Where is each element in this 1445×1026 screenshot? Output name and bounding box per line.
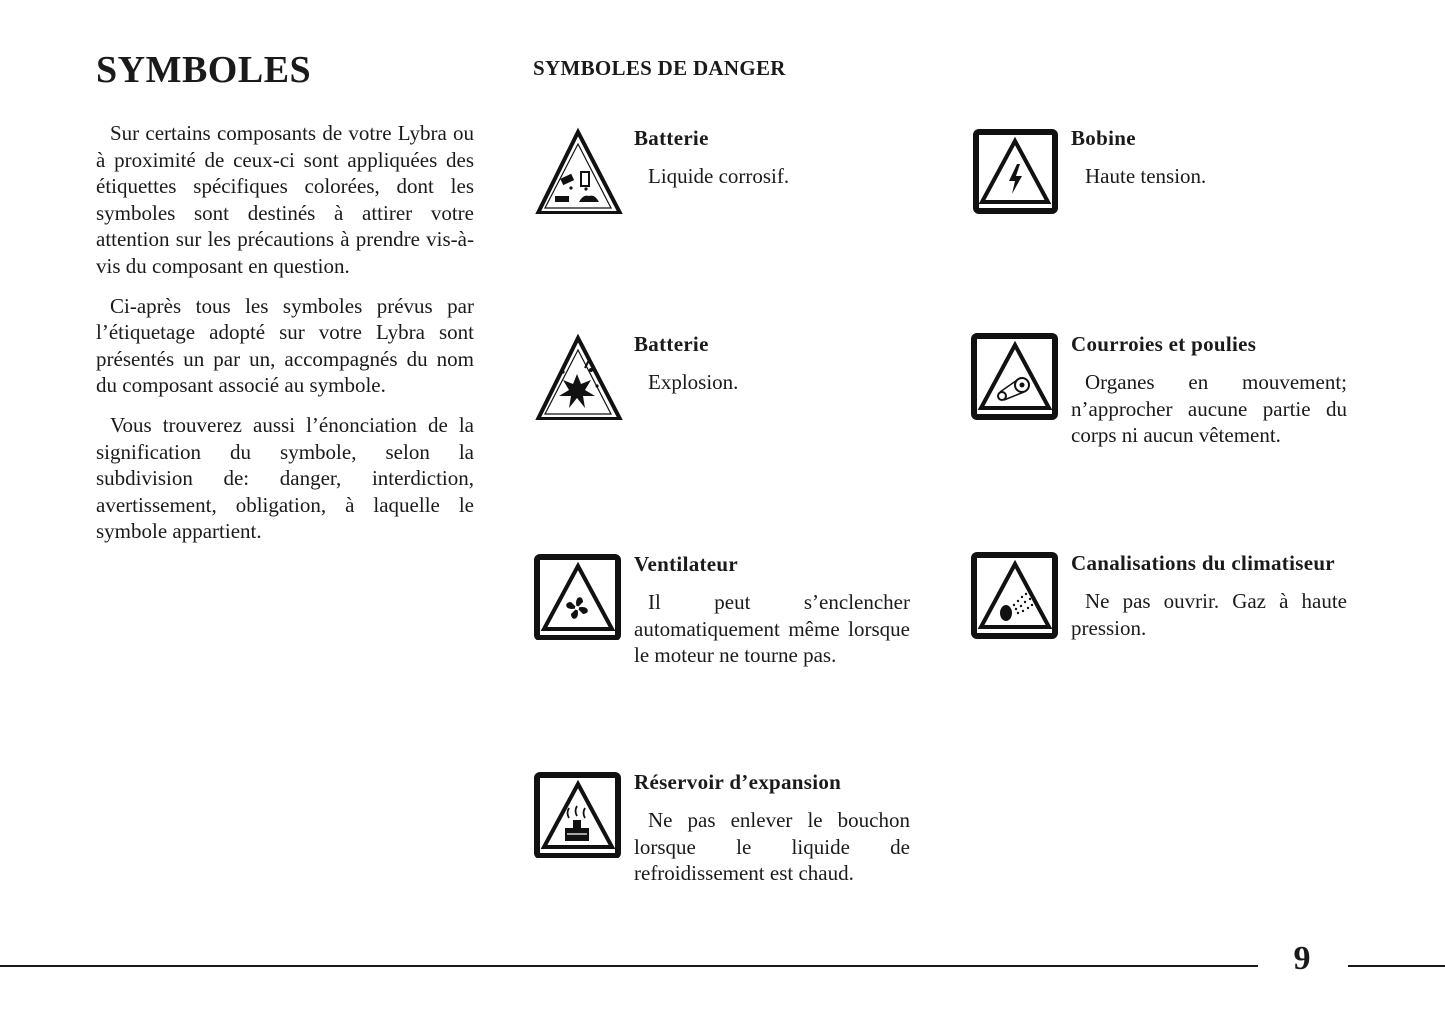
page-number: 9 [1293, 940, 1311, 977]
symbol-description: Ne pas ouvrir. Gaz à haute pression. [1071, 589, 1347, 640]
symbol-description: Ne pas enlever le bouchon lorsque le liquide de refroidissement est chaud. [634, 808, 910, 886]
symbol-description: Haute tension. [1085, 164, 1207, 188]
expansion-tank-warning-icon [533, 768, 623, 858]
symbol-description: Explosion. [648, 370, 739, 394]
footer-rule-right [1348, 965, 1445, 967]
ac-pipes-warning-icon [970, 549, 1060, 639]
intro-paragraph: Ci-après tous les symboles prévus par l’étiquetage adopté sur votre Lybra sont présentés un par un, accompagnés du nom du composant associé au symbole. [96, 293, 474, 398]
section-title: SYMBOLES DE DANGER [533, 56, 786, 80]
page-title: SYMBOLES [96, 49, 312, 91]
symbol-name: Batterie [634, 126, 709, 150]
intro-text [96, 120, 474, 558]
symbol-name: Batterie [634, 332, 709, 356]
symbol-name: Courroies et poulies [1071, 332, 1257, 356]
fan-warning-icon [533, 550, 623, 640]
intro-paragraph: Sur certains composants de votre Lybra ou à proximité de ceux-ci sont appliquées des étiquettes spécifiques colorées, dont les symboles sont destinés à attirer votre attention sur les précautions à prendre vis-à-vis du composant en question. [96, 121, 474, 278]
symbol-name: Réservoir d’expansion [634, 770, 842, 794]
symbol-name: Ventilateur [634, 552, 739, 576]
symbol-description: Liquide corrosif. [648, 164, 790, 188]
footer-rule-left [0, 965, 1258, 967]
corrosive-liquid-warning-icon [533, 124, 623, 214]
belts-pulleys-warning-icon [970, 330, 1060, 420]
symbol-name: Bobine [1071, 126, 1136, 150]
symbol-description: Organes en mouvement; n’approcher aucune partie du corps ni aucun vêtement. [1071, 370, 1347, 448]
intro-paragraph: Vous trouverez aussi l’énonciation de la signification du symbole, selon la subdivision de: danger, interdiction, avertissement, obligation, à laquelle le symbole appartient. [96, 412, 474, 544]
explosion-warning-icon [533, 330, 623, 420]
high-voltage-warning-icon [970, 124, 1060, 214]
symbol-name: Canalisations du climatiseur [1071, 551, 1335, 575]
symbol-description: Il peut s’enclencher automatiquement même lorsque le moteur ne tourne pas. [634, 590, 910, 668]
